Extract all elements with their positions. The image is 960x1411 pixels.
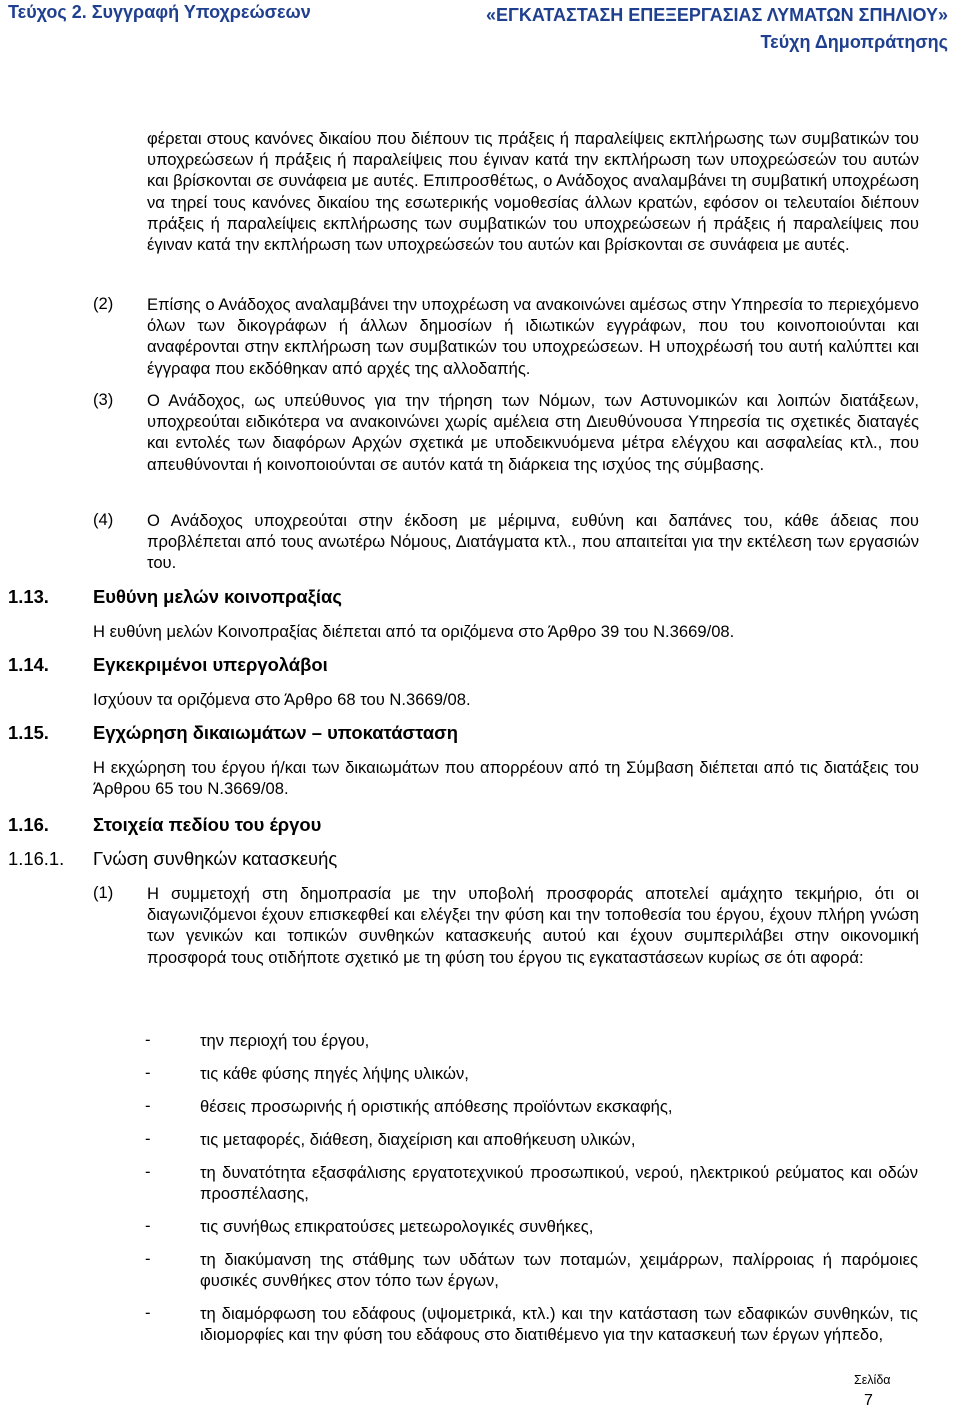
item-text: Ο Ανάδοχος υποχρεούται στην έκδοση με μέριμνα, ευθύνη και δαπάνες του, κάθε άδειας που προβλέπεται από τους ανωτέρω Νόμους, Διατάγματα κτλ., που απαιτείται για την εκτέλεση των εργασιών του.	[147, 511, 919, 573]
list-dash: -	[145, 1249, 151, 1268]
item-text: Ο Ανάδοχος, ως υπεύθυνος για την τήρηση των Νόμων, των Αστυνομικών και λοιπών διατάξεων, υποχρεούται ειδικότερα να ανακοινώνει χωρίς αμέλεια στη Διευθύνουσα Υπηρεσία τις σχετικές διαταγές και εντολές των διαφόρων Αρχών σχετικά με υποδεικνυόμενα μέτρα ελέγχου και ασφαλείας κτλ., που απευθύνονται ή κοινοποιούνται σε αυτόν κατά τη διάρκεια της ισχύος της σύμβασης.	[147, 391, 919, 474]
list-dash: -	[145, 1216, 151, 1235]
section-title: Εγχώρηση δικαιωμάτων – υποκατάσταση	[93, 722, 458, 743]
item-number: (3)	[93, 390, 114, 409]
item-text: Η συμμετοχή στη δημοπρασία με την υποβολή προσφοράς αποτελεί αμάχητο τεκμήριο, ότι οι διαγωνιζόμενοι έχουν επισκεφθεί και ελέγξει την φύση και την τοποθεσία του έργου, έχουν πλήρη γνώση των γενικών και τοπικών συνθηκών κατασκευής αυτού και έχουν συμπεριλάβει στην οικονομική προσφορά τους οτιδήποτε σχετικό με τη φύση του έργου τις εγκαταστάσεων κυρίως σε ότι αφορά:	[147, 884, 919, 967]
list-item: τις μεταφορές, διάθεση, διαχείριση και αποθήκευση υλικών,	[200, 1130, 636, 1149]
subsection-number: 1.16.1.	[8, 848, 65, 869]
section-title: Στοιχεία πεδίου του έργου	[93, 814, 322, 835]
header-volume-name: Τεύχη Δημοπράτησης	[760, 32, 948, 52]
section-text: Η ευθύνη μελών Κοινοπραξίας διέπεται από τα οριζόμενα στο Άρθρο 39 του Ν.3669/08.	[93, 622, 735, 641]
footer-page-label: Σελίδα	[854, 1373, 891, 1387]
section-number: 1.14.	[8, 654, 49, 675]
section-text: Ισχύουν τα οριζόμενα στο Άρθρο 68 του Ν.3669/08.	[93, 690, 471, 709]
section-text: Η εκχώρηση του έργου ή/και των δικαιωμάτων που απορρέουν από τη Σύμβαση διέπεται από τις διατάξεις του Άρθρου 65 του Ν.3669/08.	[93, 758, 919, 799]
item-number: (2)	[93, 294, 114, 313]
list-item: τη δυνατότητα εξασφάλισης εργατοτεχνικού προσωπικού, νερού, ηλεκτρικού ρεύματος και οδών προσπέλασης,	[200, 1163, 918, 1204]
item-text: Επίσης ο Ανάδοχος αναλαμβάνει την υποχρέωση να ανακοινώνει αμέσως στην Υπηρεσία το περιεχόμενο όλων των δικογράφων ή άλλων δημοσίων ή ιδιωτικών εγγράφων, που του κοινοποιούνται και αναφέρονται στην εκπλήρωση των συμβατικών του υποχρεώσεων. Η υποχρέωσή του αυτή καλύπτει και έγγραφα που εκδόθηκαν από αρχές της αλλοδαπής.	[147, 295, 919, 378]
footer-page-number: 7	[864, 1392, 873, 1409]
item-number: (4)	[93, 510, 114, 529]
section-title: Εγκεκριμένοι υπεργολάβοι	[93, 654, 328, 675]
list-dash: -	[145, 1162, 151, 1181]
section-number: 1.16.	[8, 814, 49, 835]
list-item: θέσεις προσωρινής ή οριστικής απόθεσης προϊόντων εκσκαφής,	[200, 1097, 673, 1116]
item-number: (1)	[93, 883, 114, 902]
intro-paragraph: φέρεται στους κανόνες δικαίου που διέπουν τις πράξεις ή παραλείψεις εκπλήρωσης των συμβατικών του υποχρεώσεων ή πράξεις ή παραλείψεις που έγιναν κατά την εκπλήρωση των υποχρεώσεών του αυτών και βρίσκονται σε συνάφεια με αυτές. Επιπροσθέτως, ο Ανάδοχος αναλαμβάνει τη συμβατική υποχρέωση να τηρεί τους κανόνες δικαίου της εσωτερικής νομοθεσίας άλλων κρατών, εφόσον οι τελευταίοι διέπουν πράξεις ή παραλείψεις εκπλήρωσης των συμβατικών του υποχρεώσεων ή πράξεις ή παραλείψεις που έγιναν κατά την εκπλήρωση των υποχρεώσεών του αυτών και βρίσκονται σε συνάφεια με αυτές.	[147, 129, 919, 255]
list-item: τις συνήθως επικρατούσες μετεωρολογικές συνθήκες,	[200, 1217, 594, 1236]
header-document-part: Τεύχος 2. Συγγραφή Υποχρεώσεων	[8, 2, 311, 22]
list-dash: -	[145, 1096, 151, 1115]
subsection-title: Γνώση συνθηκών κατασκευής	[93, 848, 338, 869]
header-project-name: «ΕΓΚΑΤΑΣΤΑΣΗ ΕΠΕΞΕΡΓΑΣΙΑΣ ΛΥΜΑΤΩΝ ΣΠΗΛΙΟΥ»	[486, 5, 948, 25]
list-dash: -	[145, 1063, 151, 1082]
list-dash: -	[145, 1129, 151, 1148]
list-item: τη διαμόρφωση του εδάφους (υψομετρικά, κτλ.) και την κατάσταση των εδαφικών συνθηκών, τις ιδιομορφίες και την φύση του εδάφους στο διατιθέμενο για την κατασκευή των έργων γήπεδο,	[200, 1304, 918, 1345]
section-number: 1.13.	[8, 586, 49, 607]
list-item: τη διακύμανση της στάθμης των υδάτων των ποταμών, χειμάρρων, παλίρροιας ή παρόμοιες φυσικές συνθήκες στον τόπο των έργων,	[200, 1250, 918, 1291]
section-number: 1.15.	[8, 722, 49, 743]
list-dash: -	[145, 1303, 151, 1322]
list-item: την περιοχή του έργου,	[200, 1031, 370, 1050]
list-dash: -	[145, 1030, 151, 1049]
header-project-title	[486, 2, 948, 56]
list-item: τις κάθε φύσης πηγές λήψης υλικών,	[200, 1064, 469, 1083]
section-title: Ευθύνη μελών κοινοπραξίας	[93, 586, 342, 607]
